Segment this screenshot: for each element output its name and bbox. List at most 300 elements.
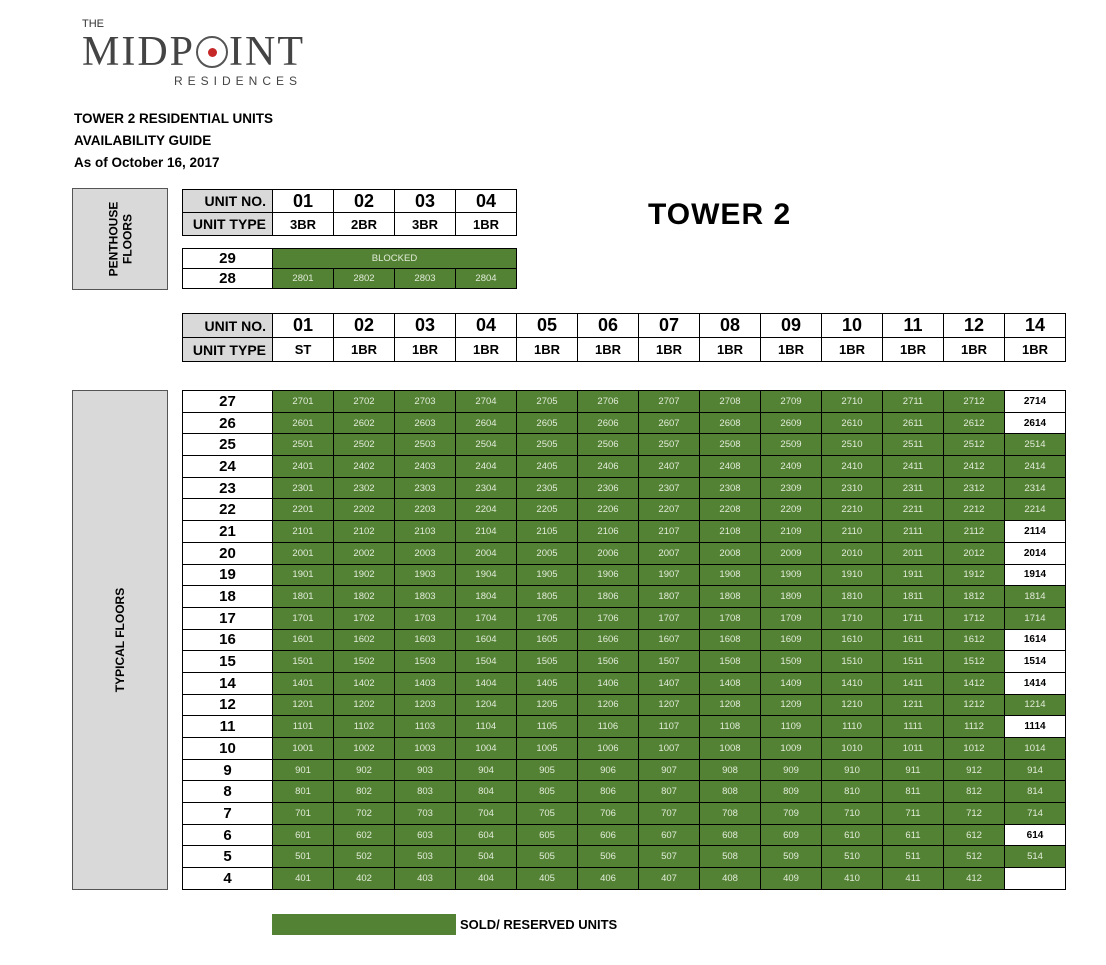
- sold-unit-cell: 1112: [944, 716, 1005, 738]
- sold-unit-cell: 1611: [883, 629, 944, 651]
- sold-unit-cell: 1509: [761, 651, 822, 673]
- sold-unit-cell: 603: [395, 824, 456, 846]
- available-unit-cell: 1414: [1005, 672, 1066, 694]
- floor-row-12: [183, 694, 1066, 716]
- sold-unit-cell: 1110: [822, 716, 883, 738]
- unit-cell: 2802: [334, 269, 395, 289]
- column-number: 04: [456, 190, 517, 213]
- sold-unit-cell: 2507: [639, 434, 700, 456]
- typical-floors-text: TYPICAL FLOORS: [113, 587, 128, 693]
- column-unit-type: 3BR: [273, 213, 334, 236]
- sold-unit-cell: 2414: [1005, 456, 1066, 478]
- column-unit-type: 1BR: [944, 338, 1005, 362]
- sold-unit-cell: 704: [456, 803, 517, 825]
- floor-number: 9: [183, 759, 273, 781]
- legend-sold-label: SOLD/ RESERVED UNITS: [460, 917, 618, 932]
- floor-number: 8: [183, 781, 273, 803]
- logo-the: THE: [82, 18, 104, 30]
- sold-unit-cell: 1806: [578, 586, 639, 608]
- sold-unit-cell: 507: [639, 846, 700, 868]
- floor-row-19: [183, 564, 1066, 586]
- sold-unit-cell: 1108: [700, 716, 761, 738]
- penthouse-floors-table: [182, 248, 517, 289]
- sold-unit-cell: 2310: [822, 477, 883, 499]
- column-unit-type: 1BR: [883, 338, 944, 362]
- sold-unit-cell: 1605: [517, 629, 578, 651]
- sold-unit-cell: 506: [578, 846, 639, 868]
- midpoint-logo: [82, 18, 322, 88]
- sold-unit-cell: 707: [639, 803, 700, 825]
- sold-unit-cell: 2106: [578, 521, 639, 543]
- sold-unit-cell: 811: [883, 781, 944, 803]
- sold-unit-cell: 1104: [456, 716, 517, 738]
- floor-number: 15: [183, 651, 273, 673]
- sold-unit-cell: 2111: [883, 521, 944, 543]
- sold-unit-cell: 910: [822, 759, 883, 781]
- penthouse-floors-text: PENTHOUSE FLOORS: [106, 201, 134, 277]
- sold-unit-cell: 706: [578, 803, 639, 825]
- column-unit-type: 1BR: [395, 338, 456, 362]
- sold-unit-cell: 2008: [700, 542, 761, 564]
- sold-unit-cell: 1608: [700, 629, 761, 651]
- sold-unit-cell: 1402: [334, 672, 395, 694]
- sold-unit-cell: 1909: [761, 564, 822, 586]
- sold-unit-cell: 1508: [700, 651, 761, 673]
- floor-number: 29: [183, 249, 273, 269]
- sold-unit-cell: 1502: [334, 651, 395, 673]
- floor-row-23: [183, 477, 1066, 499]
- sold-unit-cell: 2503: [395, 434, 456, 456]
- sold-unit-cell: 810: [822, 781, 883, 803]
- sold-unit-cell: 2205: [517, 499, 578, 521]
- sold-unit-cell: 2408: [700, 456, 761, 478]
- sold-unit-cell: 2506: [578, 434, 639, 456]
- sold-unit-cell: 1008: [700, 738, 761, 760]
- unit-cell: 2803: [395, 269, 456, 289]
- sold-unit-cell: 1811: [883, 586, 944, 608]
- sold-unit-cell: 1905: [517, 564, 578, 586]
- sold-unit-cell: 2107: [639, 521, 700, 543]
- sold-unit-cell: 1207: [639, 694, 700, 716]
- sold-unit-cell: 1810: [822, 586, 883, 608]
- sold-unit-cell: 911: [883, 759, 944, 781]
- logo-wordmark: MIDP INT: [82, 29, 306, 75]
- sold-unit-cell: 2612: [944, 412, 1005, 434]
- sold-unit-cell: 2212: [944, 499, 1005, 521]
- sold-unit-cell: 1607: [639, 629, 700, 651]
- floor-row-6: [183, 824, 1066, 846]
- sold-unit-cell: 2209: [761, 499, 822, 521]
- sold-unit-cell: 1009: [761, 738, 822, 760]
- sold-unit-cell: 1407: [639, 672, 700, 694]
- floor-row-25: [183, 434, 1066, 456]
- sold-unit-cell: 412: [944, 868, 1005, 890]
- sold-unit-cell: 710: [822, 803, 883, 825]
- column-number: 04: [456, 314, 517, 338]
- sold-unit-cell: 1710: [822, 607, 883, 629]
- sold-unit-cell: 2012: [944, 542, 1005, 564]
- sold-unit-cell: 2312: [944, 477, 1005, 499]
- floor-number: 11: [183, 716, 273, 738]
- penthouse-header-table: [182, 189, 517, 236]
- sold-unit-cell: 712: [944, 803, 1005, 825]
- column-number: 01: [273, 314, 334, 338]
- sold-unit-cell: 1807: [639, 586, 700, 608]
- sold-unit-cell: 2711: [883, 391, 944, 413]
- floor-row-20: [183, 542, 1066, 564]
- sold-unit-cell: 1014: [1005, 738, 1066, 760]
- sold-unit-cell: 1705: [517, 607, 578, 629]
- sold-unit-cell: 701: [273, 803, 334, 825]
- sold-unit-cell: 1203: [395, 694, 456, 716]
- floor-number: 16: [183, 629, 273, 651]
- sold-unit-cell: 2502: [334, 434, 395, 456]
- sold-unit-cell: 510: [822, 846, 883, 868]
- sold-unit-cell: 1906: [578, 564, 639, 586]
- logo-subtitle: RESIDENCES: [174, 74, 303, 88]
- sold-unit-cell: 2202: [334, 499, 395, 521]
- sold-unit-cell: 1609: [761, 629, 822, 651]
- unit-no-label: UNIT NO.: [183, 190, 273, 213]
- column-number: 11: [883, 314, 944, 338]
- sold-unit-cell: 502: [334, 846, 395, 868]
- sold-unit-cell: 404: [456, 868, 517, 890]
- header-line-3: As of October 16, 2017: [74, 155, 220, 170]
- sold-unit-cell: 1105: [517, 716, 578, 738]
- sold-unit-cell: 2105: [517, 521, 578, 543]
- sold-unit-cell: 2504: [456, 434, 517, 456]
- sold-unit-cell: 2703: [395, 391, 456, 413]
- sold-unit-cell: 1405: [517, 672, 578, 694]
- sold-unit-cell: 2514: [1005, 434, 1066, 456]
- sold-unit-cell: 2101: [273, 521, 334, 543]
- sold-unit-cell: 804: [456, 781, 517, 803]
- unit-cell: 2804: [456, 269, 517, 289]
- sold-unit-cell: 2308: [700, 477, 761, 499]
- floor-row-11: [183, 716, 1066, 738]
- sold-unit-cell: 1212: [944, 694, 1005, 716]
- floor-row-10: [183, 738, 1066, 760]
- sold-unit-cell: 2406: [578, 456, 639, 478]
- sold-unit-cell: 604: [456, 824, 517, 846]
- sold-unit-cell: 1812: [944, 586, 1005, 608]
- blocked-floor-cell: BLOCKED: [273, 249, 517, 269]
- sold-unit-cell: 503: [395, 846, 456, 868]
- sold-unit-cell: 2214: [1005, 499, 1066, 521]
- sold-unit-cell: 401: [273, 868, 334, 890]
- floor-number: 7: [183, 803, 273, 825]
- floor-number: 19: [183, 564, 273, 586]
- sold-unit-cell: 2701: [273, 391, 334, 413]
- sold-unit-cell: 2104: [456, 521, 517, 543]
- sold-unit-cell: 2608: [700, 412, 761, 434]
- floor-number: 20: [183, 542, 273, 564]
- floor-row-5: [183, 846, 1066, 868]
- sold-unit-cell: 2305: [517, 477, 578, 499]
- penthouse-floors-label: [72, 188, 168, 290]
- sold-unit-cell: 812: [944, 781, 1005, 803]
- sold-unit-cell: 1201: [273, 694, 334, 716]
- sold-unit-cell: 907: [639, 759, 700, 781]
- sold-unit-cell: 1204: [456, 694, 517, 716]
- sold-unit-cell: 2606: [578, 412, 639, 434]
- sold-unit-cell: 2303: [395, 477, 456, 499]
- sold-unit-cell: 403: [395, 868, 456, 890]
- unit-type-label: UNIT TYPE: [183, 338, 273, 362]
- floor-row-8: [183, 781, 1066, 803]
- column-unit-type: 1BR: [578, 338, 639, 362]
- sold-unit-cell: 1805: [517, 586, 578, 608]
- sold-unit-cell: 514: [1005, 846, 1066, 868]
- floor-number: 23: [183, 477, 273, 499]
- sold-unit-cell: 1912: [944, 564, 1005, 586]
- available-unit-cell: 614: [1005, 824, 1066, 846]
- sold-unit-cell: 2301: [273, 477, 334, 499]
- sold-unit-cell: 2705: [517, 391, 578, 413]
- sold-unit-cell: 2709: [761, 391, 822, 413]
- floor-number: 17: [183, 607, 273, 629]
- sold-unit-cell: 2001: [273, 542, 334, 564]
- sold-unit-cell: 2610: [822, 412, 883, 434]
- sold-unit-cell: 2309: [761, 477, 822, 499]
- sold-unit-cell: 606: [578, 824, 639, 846]
- sold-unit-cell: 1711: [883, 607, 944, 629]
- sold-unit-cell: 1602: [334, 629, 395, 651]
- sold-unit-cell: 2403: [395, 456, 456, 478]
- penthouse-unit-no-row: [183, 190, 517, 213]
- sold-unit-cell: 1103: [395, 716, 456, 738]
- sold-unit-cell: 411: [883, 868, 944, 890]
- sold-unit-cell: 709: [761, 803, 822, 825]
- sold-unit-cell: 1012: [944, 738, 1005, 760]
- sold-unit-cell: 1704: [456, 607, 517, 629]
- sold-unit-cell: 1102: [334, 716, 395, 738]
- column-unit-type: 1BR: [700, 338, 761, 362]
- sold-unit-cell: 406: [578, 868, 639, 890]
- floor-number: 22: [183, 499, 273, 521]
- sold-unit-cell: 1706: [578, 607, 639, 629]
- available-unit-cell: 1514: [1005, 651, 1066, 673]
- floor-row-29: [183, 249, 517, 269]
- sold-unit-cell: 814: [1005, 781, 1066, 803]
- floor-row-7: [183, 803, 1066, 825]
- sold-unit-cell: 912: [944, 759, 1005, 781]
- column-unit-type: 1BR: [456, 338, 517, 362]
- column-unit-type: 1BR: [761, 338, 822, 362]
- tower-title: TOWER 2: [648, 198, 792, 231]
- sold-unit-cell: 1505: [517, 651, 578, 673]
- sold-unit-cell: 1511: [883, 651, 944, 673]
- sold-unit-cell: 1708: [700, 607, 761, 629]
- sold-unit-cell: 1205: [517, 694, 578, 716]
- column-number: 03: [395, 190, 456, 213]
- sold-unit-cell: 2601: [273, 412, 334, 434]
- sold-unit-cell: 1603: [395, 629, 456, 651]
- sold-unit-cell: 1809: [761, 586, 822, 608]
- document-header: [74, 108, 273, 174]
- sold-unit-cell: 2007: [639, 542, 700, 564]
- available-unit-cell: 1614: [1005, 629, 1066, 651]
- sold-unit-cell: 808: [700, 781, 761, 803]
- unit-no-label: UNIT NO.: [183, 314, 273, 338]
- sold-unit-cell: 1410: [822, 672, 883, 694]
- sold-unit-cell: 2102: [334, 521, 395, 543]
- sold-unit-cell: 2108: [700, 521, 761, 543]
- sold-unit-cell: 1106: [578, 716, 639, 738]
- sold-unit-cell: 508: [700, 846, 761, 868]
- sold-unit-cell: 1512: [944, 651, 1005, 673]
- typical-header-table: [182, 313, 1066, 362]
- column-number: 09: [761, 314, 822, 338]
- sold-unit-cell: 601: [273, 824, 334, 846]
- sold-unit-cell: 608: [700, 824, 761, 846]
- floor-row-9: [183, 759, 1066, 781]
- sold-unit-cell: 1907: [639, 564, 700, 586]
- sold-unit-cell: 902: [334, 759, 395, 781]
- sold-unit-cell: 602: [334, 824, 395, 846]
- sold-unit-cell: 906: [578, 759, 639, 781]
- sold-unit-cell: 2505: [517, 434, 578, 456]
- sold-unit-cell: 905: [517, 759, 578, 781]
- sold-unit-cell: 2405: [517, 456, 578, 478]
- sold-unit-cell: 2006: [578, 542, 639, 564]
- floor-row-18: [183, 586, 1066, 608]
- sold-unit-cell: 2307: [639, 477, 700, 499]
- sold-unit-cell: 1714: [1005, 607, 1066, 629]
- sold-unit-cell: 2005: [517, 542, 578, 564]
- sold-unit-cell: 409: [761, 868, 822, 890]
- sold-unit-cell: 2609: [761, 412, 822, 434]
- typical-unit-type-row: [183, 338, 1066, 362]
- sold-unit-cell: 908: [700, 759, 761, 781]
- sold-unit-cell: 2511: [883, 434, 944, 456]
- sold-unit-cell: 2011: [883, 542, 944, 564]
- sold-unit-cell: 2311: [883, 477, 944, 499]
- sold-unit-cell: 2407: [639, 456, 700, 478]
- column-number: 01: [273, 190, 334, 213]
- sold-unit-cell: 2314: [1005, 477, 1066, 499]
- available-unit-cell: 2014: [1005, 542, 1066, 564]
- sold-unit-cell: 2208: [700, 499, 761, 521]
- sold-unit-cell: 605: [517, 824, 578, 846]
- sold-unit-cell: 512: [944, 846, 1005, 868]
- floor-row-4: [183, 868, 1066, 890]
- sold-unit-cell: 2412: [944, 456, 1005, 478]
- floor-number: 4: [183, 868, 273, 890]
- available-unit-cell: 2114: [1005, 521, 1066, 543]
- sold-unit-cell: 1707: [639, 607, 700, 629]
- typical-floors-label: [72, 390, 168, 890]
- column-unit-type: 2BR: [334, 213, 395, 236]
- sold-unit-cell: 2201: [273, 499, 334, 521]
- sold-unit-cell: 1601: [273, 629, 334, 651]
- sold-unit-cell: 2404: [456, 456, 517, 478]
- sold-unit-cell: 405: [517, 868, 578, 890]
- column-number: 08: [700, 314, 761, 338]
- available-unit-cell: 1114: [1005, 716, 1066, 738]
- sold-unit-cell: 1107: [639, 716, 700, 738]
- sold-unit-cell: 2604: [456, 412, 517, 434]
- sold-unit-cell: 2003: [395, 542, 456, 564]
- sold-unit-cell: 1003: [395, 738, 456, 760]
- floor-row-27: [183, 391, 1066, 413]
- sold-unit-cell: 1501: [273, 651, 334, 673]
- sold-unit-cell: 2004: [456, 542, 517, 564]
- column-number: 05: [517, 314, 578, 338]
- sold-unit-cell: 802: [334, 781, 395, 803]
- sold-unit-cell: 2410: [822, 456, 883, 478]
- column-number: 07: [639, 314, 700, 338]
- sold-unit-cell: 1206: [578, 694, 639, 716]
- header-line-2: AVAILABILITY GUIDE: [74, 133, 212, 148]
- floor-number: 12: [183, 694, 273, 716]
- column-unit-type: 1BR: [334, 338, 395, 362]
- sold-unit-cell: 1211: [883, 694, 944, 716]
- floor-number: 21: [183, 521, 273, 543]
- sold-unit-cell: 805: [517, 781, 578, 803]
- sold-unit-cell: 1803: [395, 586, 456, 608]
- available-unit-cell: 2714: [1005, 391, 1066, 413]
- sold-unit-cell: 610: [822, 824, 883, 846]
- sold-unit-cell: 1904: [456, 564, 517, 586]
- floor-number: 14: [183, 672, 273, 694]
- sold-unit-cell: 1202: [334, 694, 395, 716]
- penthouse-unit-type-row: [183, 213, 517, 236]
- sold-unit-cell: 2706: [578, 391, 639, 413]
- sold-unit-cell: 1703: [395, 607, 456, 629]
- sold-unit-cell: 714: [1005, 803, 1066, 825]
- sold-unit-cell: 1507: [639, 651, 700, 673]
- sold-unit-cell: 2306: [578, 477, 639, 499]
- sold-unit-cell: 1010: [822, 738, 883, 760]
- sold-unit-cell: 914: [1005, 759, 1066, 781]
- sold-unit-cell: 1007: [639, 738, 700, 760]
- sold-unit-cell: 2605: [517, 412, 578, 434]
- sold-unit-cell: 1709: [761, 607, 822, 629]
- floor-number: 27: [183, 391, 273, 413]
- sold-unit-cell: 505: [517, 846, 578, 868]
- column-number: 02: [334, 314, 395, 338]
- sold-unit-cell: 1802: [334, 586, 395, 608]
- sold-unit-cell: 509: [761, 846, 822, 868]
- sold-unit-cell: 2210: [822, 499, 883, 521]
- sold-unit-cell: 809: [761, 781, 822, 803]
- sold-unit-cell: 402: [334, 868, 395, 890]
- sold-unit-cell: 2501: [273, 434, 334, 456]
- sold-unit-cell: 2704: [456, 391, 517, 413]
- sold-unit-cell: 1901: [273, 564, 334, 586]
- floor-number: 5: [183, 846, 273, 868]
- sold-unit-cell: 2702: [334, 391, 395, 413]
- floor-row-28: [183, 269, 517, 289]
- sold-unit-cell: 2708: [700, 391, 761, 413]
- sold-unit-cell: 1404: [456, 672, 517, 694]
- sold-unit-cell: 1006: [578, 738, 639, 760]
- column-unit-type: 1BR: [517, 338, 578, 362]
- sold-unit-cell: 2110: [822, 521, 883, 543]
- sold-unit-cell: 1412: [944, 672, 1005, 694]
- sold-unit-cell: 2602: [334, 412, 395, 434]
- floor-number: 6: [183, 824, 273, 846]
- sold-unit-cell: 504: [456, 846, 517, 868]
- sold-unit-cell: 1101: [273, 716, 334, 738]
- sold-unit-cell: 1612: [944, 629, 1005, 651]
- floor-row-22: [183, 499, 1066, 521]
- legend-sold-swatch: [272, 914, 456, 935]
- empty-unit-cell: [1005, 868, 1066, 890]
- sold-unit-cell: 2402: [334, 456, 395, 478]
- sold-unit-cell: 2611: [883, 412, 944, 434]
